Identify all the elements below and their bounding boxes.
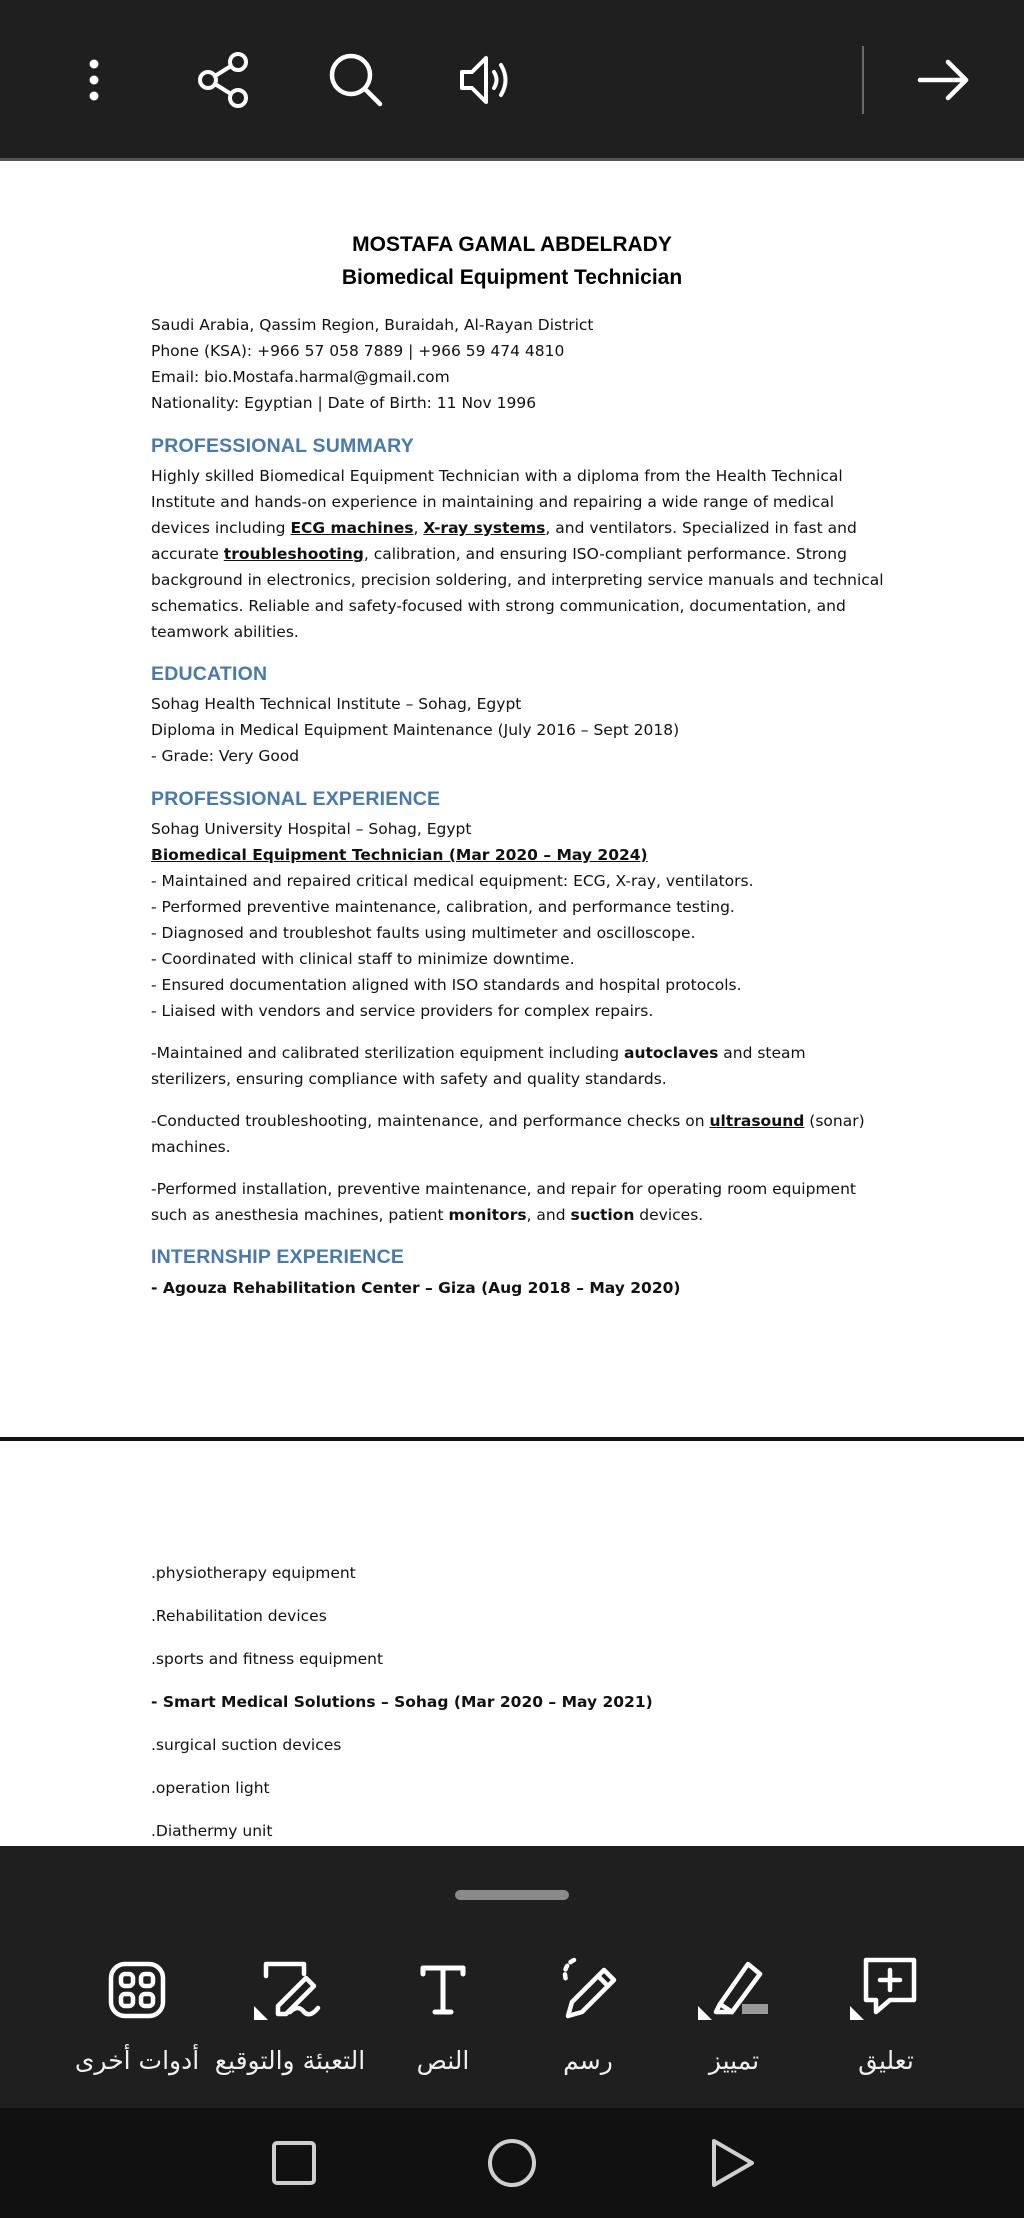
read-aloud-icon[interactable] <box>446 40 526 120</box>
list-item: .physiotherapy equipment <box>151 1564 356 1582</box>
search-icon[interactable] <box>316 40 396 120</box>
document-page-1[interactable] <box>0 161 1024 1437</box>
ultrasound-link: ultrasound <box>709 1112 805 1130</box>
top-toolbar <box>0 0 1024 160</box>
phone-line: Phone (KSA): +966 57 058 7889 | +966 59 474 4810 <box>151 342 565 360</box>
sterilization-paragraph: -Maintained and calibrated sterilization equipment including autoclaves and steam sterilizers, ensuring compliance with safety and quality standards. <box>151 1044 806 1088</box>
back-triangle-icon[interactable] <box>700 2133 760 2193</box>
summary-heading: PROFESSIONAL SUMMARY <box>151 435 414 457</box>
resume-name: MOSTAFA GAMAL ABDELRADY <box>352 233 672 256</box>
document-page-2[interactable] <box>0 1441 1024 1846</box>
troubleshooting-link: troubleshooting <box>223 545 364 563</box>
grid-apps-icon <box>93 1946 181 2034</box>
education-heading: EDUCATION <box>151 663 268 685</box>
drag-handle[interactable] <box>455 1890 569 1900</box>
xray-link: X-ray systems <box>423 519 546 537</box>
draw-pencil-icon <box>544 1946 632 2034</box>
tools-panel <box>0 1846 1024 2108</box>
experience-bullet: - Coordinated with clinical staff to minimize downtime. <box>151 950 575 968</box>
education-grade: - Grade: Very Good <box>151 747 300 765</box>
experience-bullet: - Diagnosed and troubleshot faults using multimeter and oscilloscope. <box>151 924 696 942</box>
ultrasound-paragraph: -Conducted troubleshooting, maintenance, and performance checks on ultrasound (sonar) machines. <box>151 1112 865 1156</box>
fill-sign-icon <box>246 1946 334 2034</box>
experience-heading: PROFESSIONAL EXPERIENCE <box>151 788 441 810</box>
list-item: .surgical suction devices <box>151 1736 342 1754</box>
nationality-line: Nationality: Egyptian | Date of Birth: 11 Nov 1996 <box>151 394 537 412</box>
share-icon[interactable] <box>184 40 264 120</box>
internship-second: - Smart Medical Solutions – Sohag (Mar 2020 – May 2021) <box>151 1693 653 1711</box>
home-circle-icon[interactable] <box>482 2133 542 2193</box>
system-nav-bar <box>0 2108 1024 2218</box>
tool-label: رسم <box>563 2046 613 2075</box>
highlighter-icon <box>690 1946 778 2034</box>
comment-add-icon <box>842 1946 930 2034</box>
operating-room-paragraph: -Performed installation, preventive maintenance, and repair for operating room equipment such as anesthesia machines, patient monitors, and suction devices. <box>151 1180 856 1224</box>
internship-heading: INTERNSHIP EXPERIENCE <box>151 1246 405 1268</box>
education-institute: Sohag Health Technical Institute – Sohag, Egypt <box>151 695 522 713</box>
more-vertical-icon[interactable] <box>54 40 134 120</box>
tool-label: أدوات أخرى <box>74 2046 200 2075</box>
list-item: .Rehabilitation devices <box>151 1607 327 1625</box>
toolbar-divider <box>862 46 864 114</box>
resume-title: Biomedical Equipment Technician <box>341 266 683 289</box>
list-item: .sports and fitness equipment <box>151 1650 384 1668</box>
education-diploma: Diploma in Medical Equipment Maintenance (July 2016 – Sept 2018) <box>151 721 680 739</box>
tool-label: تعليق <box>858 2046 914 2075</box>
experience-bullet: - Ensured documentation aligned with ISO standards and hospital protocols. <box>151 976 742 994</box>
tool-label: النص <box>416 2046 470 2075</box>
ecg-link: ECG machines <box>290 519 414 537</box>
arrow-right-icon[interactable] <box>904 40 984 120</box>
recents-square-icon[interactable] <box>264 2133 324 2193</box>
list-item: .operation light <box>151 1779 270 1797</box>
email-line: Email: bio.Mostafa.harmal@gmail.com <box>151 368 450 386</box>
address-line: Saudi Arabia, Qassim Region, Buraidah, Al-Rayan District <box>151 316 594 334</box>
summary-paragraph: Highly skilled Biomedical Equipment Technician with a diploma from the Health Technical Institute and hands-on experience in maintaining and repairing a wide range of medical devices including ECG machines, X-ray systems, and ventilators. Specialized in fast and accurate troubleshooting, calibration, and ensuring ISO-compliant performance. Strong background in electronics, precision soldering, and interpreting service manuals and technical schematics. Reliable and safety-focused with strong communication, documentation, and teamwork abilities. <box>151 467 884 641</box>
tool-label: تمييز <box>708 2046 760 2075</box>
internship-first: - Agouza Rehabilitation Center – Giza (Aug 2018 – May 2020) <box>151 1279 681 1297</box>
experience-bullet: - Performed preventive maintenance, calibration, and performance testing. <box>151 898 735 916</box>
list-item: .Diathermy unit <box>151 1822 273 1840</box>
experience-employer: Sohag University Hospital – Sohag, Egypt <box>151 820 472 838</box>
tool-label: التعبئة والتوقيع <box>214 2046 366 2075</box>
experience-role: Biomedical Equipment Technician (Mar 2020 – May 2024) <box>151 846 648 864</box>
text-icon <box>399 1946 487 2034</box>
experience-bullet: - Liaised with vendors and service providers for complex repairs. <box>151 1002 654 1020</box>
tool-comment[interactable] <box>806 1946 966 2086</box>
experience-bullet: - Maintained and repaired critical medical equipment: ECG, X-ray, ventilators. <box>151 872 754 890</box>
